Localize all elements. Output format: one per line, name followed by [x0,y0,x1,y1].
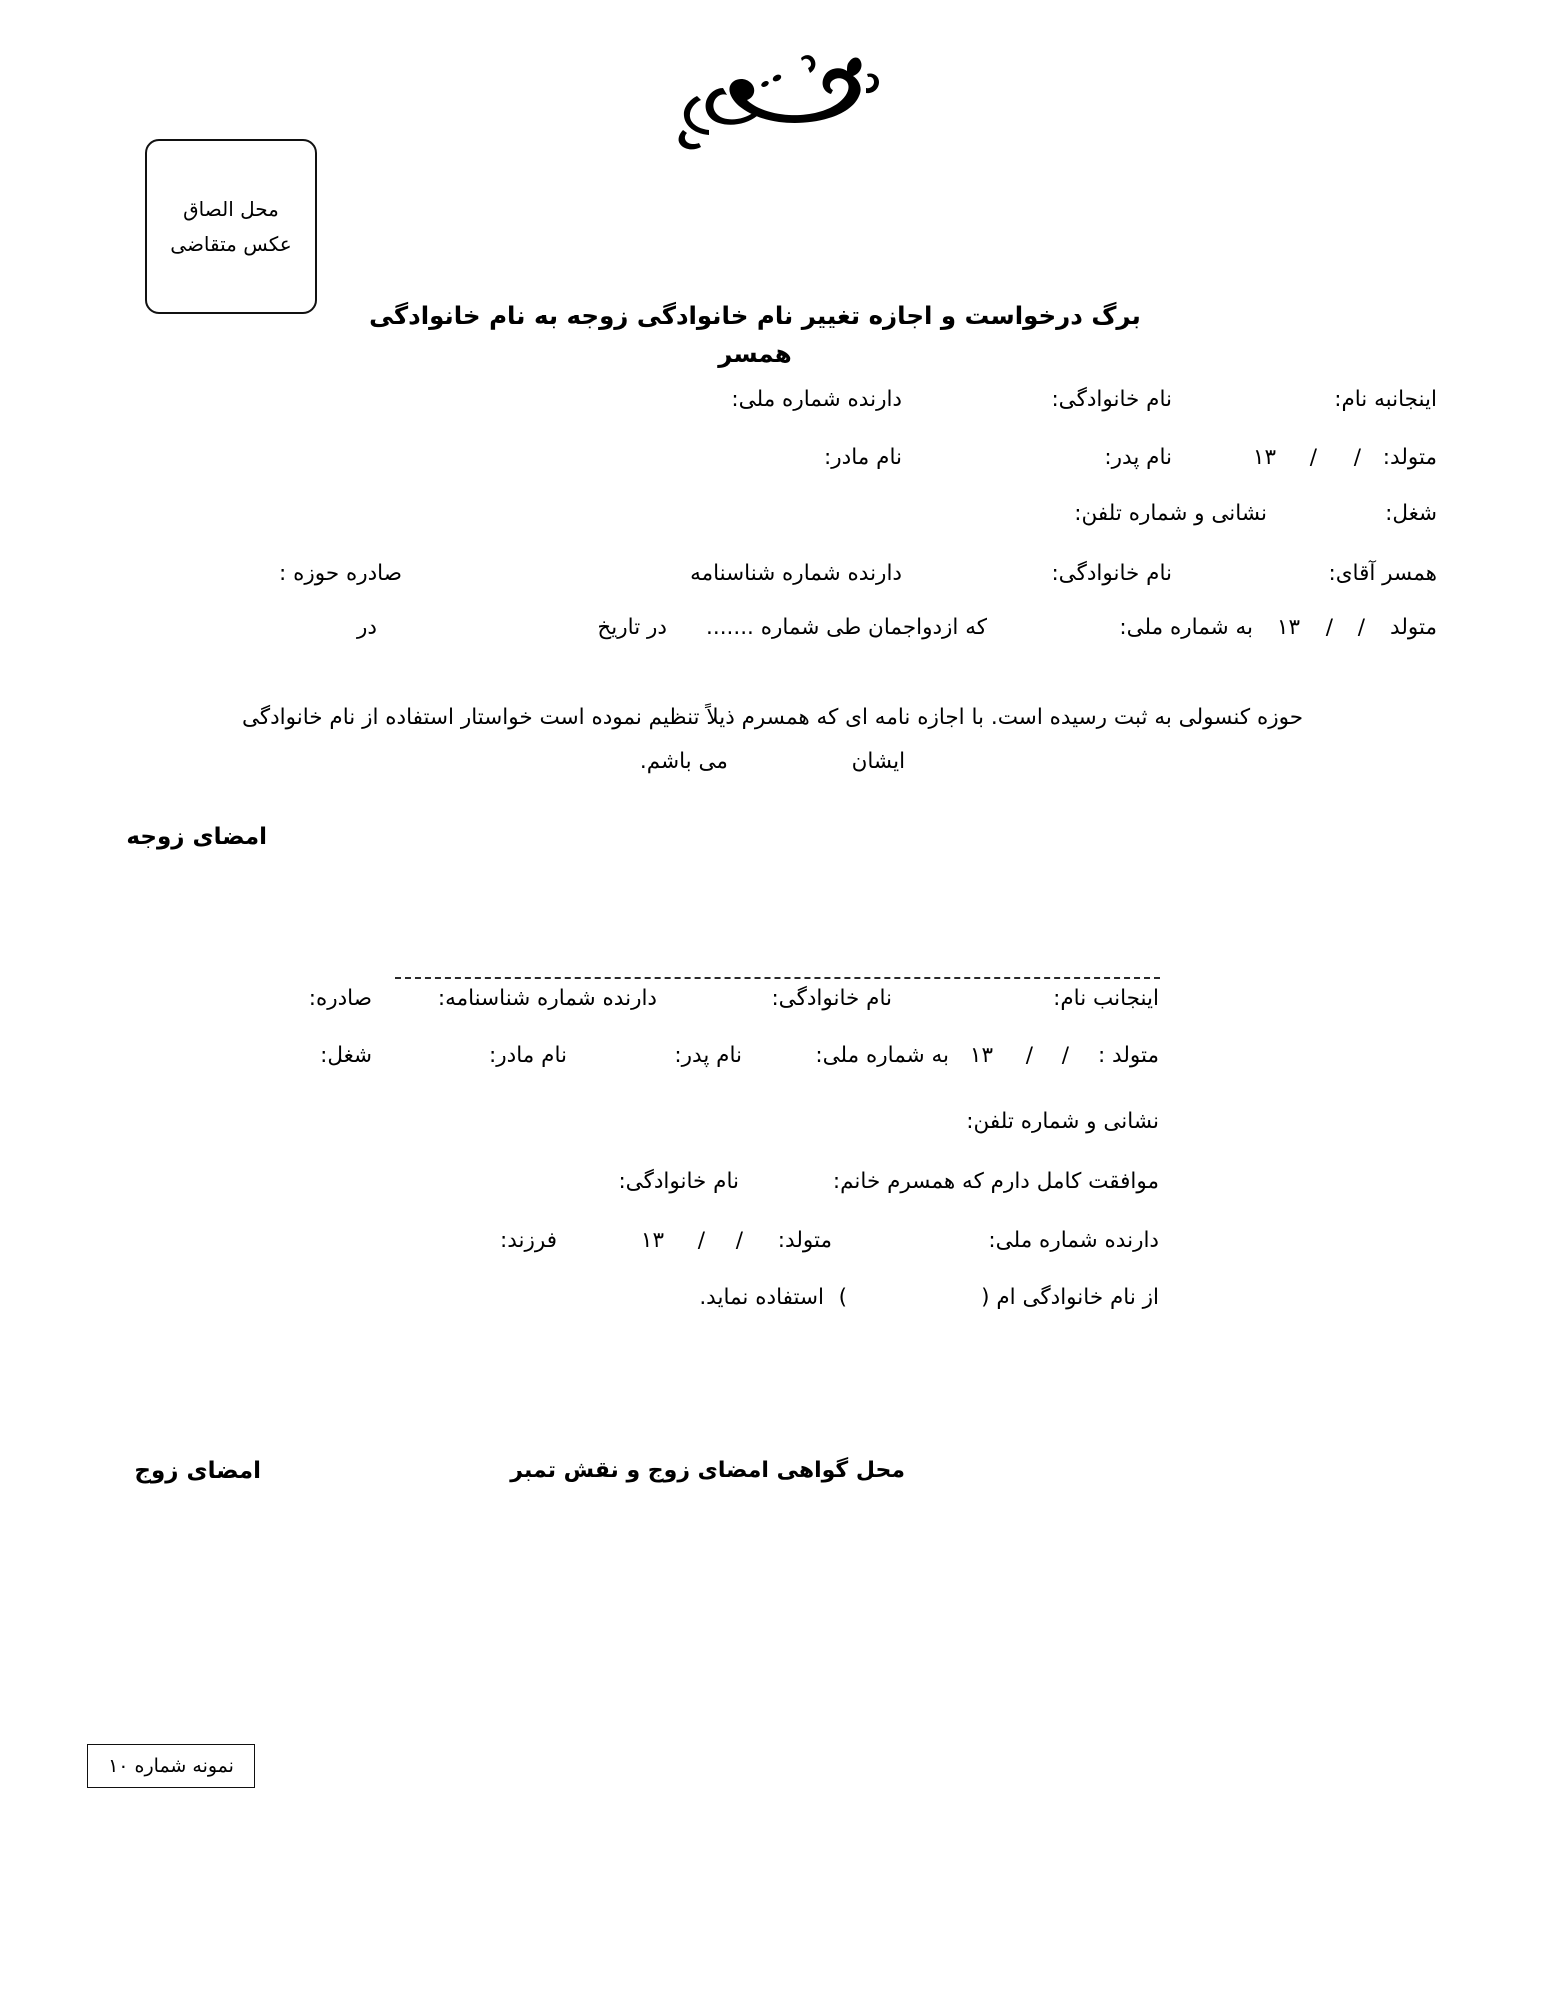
husband-sec-issued-label: صادره: [308,986,372,1011]
surname-use-label: از نام خانوادگی ام ( [981,1285,1159,1310]
husband-birth-label: متولد [1390,615,1437,640]
wife-mother-label: نام مادر: [824,445,902,470]
husband-birth-year-prefix: ۱۳ [1276,615,1300,640]
wife-declaration-paragraph [140,697,1405,783]
marriage-in-label: در [357,615,377,640]
husband-issued-office-label: صادره حوزه : [279,561,402,586]
husband-sec-address-label: نشانی و شماره تلفن: [966,1109,1159,1134]
wife-father-label: نام پدر: [1104,445,1172,470]
husband-sec-birth-slash-1: / [1061,1043,1069,1068]
husband-birth-slash-1: / [1357,615,1365,640]
wife-birth-year-prefix: ۱۳ [1252,445,1276,470]
surname-use-close-paren: ) [838,1285,847,1310]
husband-signature-label: امضای زوج [134,1458,261,1484]
photo-attach-box [145,139,317,314]
wife-birth-label: متولد: [1382,445,1437,470]
marriage-number-text: که ازدواجمان طی شماره ....... [706,615,987,640]
husband-lastname-label: نام خانوادگی: [1051,561,1172,586]
sample-number-label: نمونه شماره ۱۰ [108,1755,234,1777]
husband-birth-slash-2: / [1325,615,1333,640]
husband-id-number-label: دارنده شماره شناسنامه [690,561,902,586]
husband-sec-mother-label: نام مادر: [489,1043,567,1068]
wife-consent-child-label: فرزند: [499,1228,557,1253]
wife-firstname-label: اینجانبه نام: [1334,387,1437,412]
declaration-line-2-part-b: می باشم. [639,748,728,774]
husband-sec-father-label: نام پدر: [674,1043,742,1068]
husband-firstname-label: اینجانب نام: [1053,986,1159,1011]
wife-birth-slash-2: / [1309,445,1317,470]
wife-birth-slash-1: / [1353,445,1361,470]
husband-sec-national-id-label: به شماره ملی: [815,1043,949,1068]
wife-consent-birth-label: متولد: [777,1228,832,1253]
husband-sec-job-label: شغل: [320,1043,372,1068]
wife-consent-birth-slash-2: / [697,1228,705,1253]
declaration-line-1: حوزه کنسولی به ثبت رسیده است. با اجازه نامه ای که همسرم ذیلاً تنظیم نموده است خواستار استفاده از نام خانوادگی [241,705,1304,730]
declaration-line-2 [140,741,1405,783]
marriage-date-label: در تاریخ [597,615,667,640]
wife-national-id-label: دارنده شماره ملی: [731,387,902,412]
husband-of-label: همسر آقای: [1328,561,1437,586]
husband-sec-birth-year-prefix: ۱۳ [969,1043,993,1068]
wife-consent-birth-slash-1: / [735,1228,743,1253]
wife-consent-national-id-label: دارنده شماره ملی: [988,1228,1159,1253]
wife-signature-label: امضای زوجه [126,824,267,850]
declaration-line-2-part-a: ایشان [851,748,906,774]
husband-sec-birth-slash-2: / [1025,1043,1033,1068]
section-divider [395,977,1160,979]
wife-job-label: شغل: [1385,501,1437,526]
photo-box-line1: محل الصاق [183,196,279,221]
surname-use-tail: استفاده نماید. [699,1285,824,1310]
photo-box-line2: عکس متقاضی [170,231,292,256]
husband-sec-birth-label: متولد : [1097,1043,1159,1068]
wife-consent-lastname-label: نام خانوادگی: [618,1169,739,1194]
wife-lastname-label: نام خانوادگی: [1051,387,1172,412]
wife-consent-birth-year-prefix: ۱۳ [640,1228,664,1253]
husband-consent-label: موافقت کامل دارم که همسرم خانم: [832,1169,1159,1194]
stamp-certification-note: محل گواهی امضای زوج و نقش تمبر [510,1458,905,1483]
sample-number-box [87,1744,255,1788]
husband-national-id-label: به شماره ملی: [1119,615,1253,640]
wife-address-label: نشانی و شماره تلفن: [1074,501,1267,526]
husband-sec-id-number-label: دارنده شماره شناسنامه: [437,986,657,1011]
page-title: برگ درخواست و اجازه تغییر نام خانوادگی زوجه به نام خانوادگی همسر [369,301,1141,368]
husband-sec-lastname-label: نام خانوادگی: [771,986,892,1011]
